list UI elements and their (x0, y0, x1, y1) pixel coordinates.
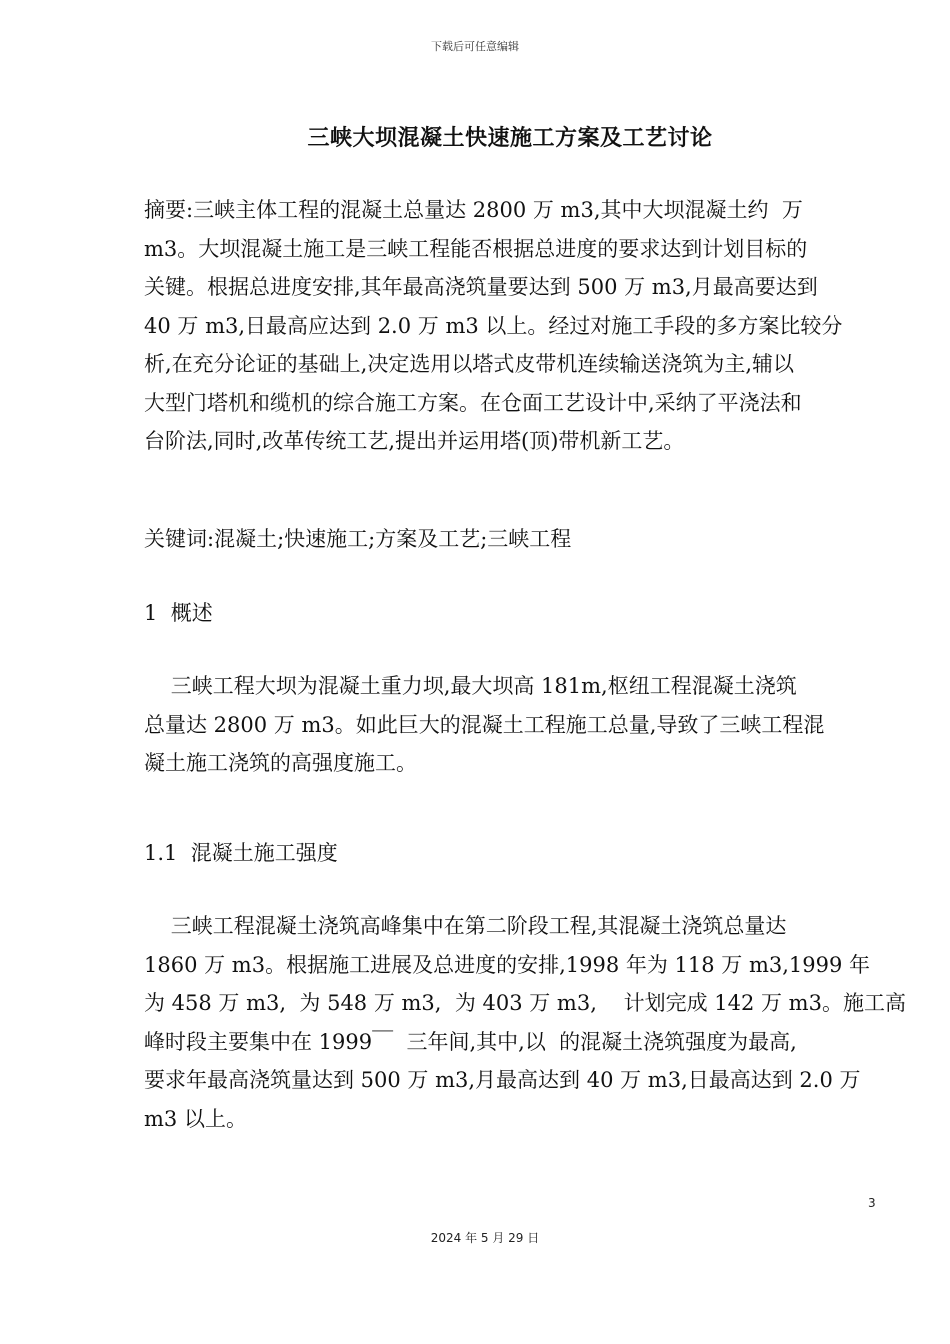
paragraph-line: 1860 万 m3。根据施工进展及总进度的安排,1998 年为 118 万 m3,1999 年 (144, 952, 871, 977)
paragraph-line: 总量达 2800 万 m3。如此巨大的混凝土工程施工总量,导致了三峡工程混 (144, 712, 825, 737)
abstract-line: 40 万 m3,日最高应达到 2.0 万 m3 以上。经过对施工手段的多方案比较分 (144, 313, 843, 338)
paragraph-line: 三峡工程大坝为混凝土重力坝,最大坝高 181m,枢纽工程混凝土浇筑 (144, 674, 797, 698)
paragraph-line: m3 以上。 (144, 1106, 247, 1131)
abstract-line: 摘要:三峡主体工程的混凝土总量达 2800 万 m3,其中大坝混凝土约 万 (144, 198, 803, 222)
abstract-line: 大型门塔机和缆机的综合施工方案。在仓面工艺设计中,采纳了平浇法和 (144, 390, 802, 415)
paragraph-line: 为 458 万 m3, 为 548 万 m3, 为 403 万 m3, 计划完成 142 万 m3。施工高 (144, 991, 906, 1015)
section-1-1-body (144, 907, 906, 1138)
section-heading-1-1 (144, 834, 874, 873)
section-1-body (144, 667, 874, 783)
paragraph-line: 要求年最高浇筑量达到 500 万 m3,月最高达到 40 万 m3,日最高达到 2.0 万 (144, 1068, 861, 1092)
footer-date: 2024 年 5 月 29 日 (430, 1231, 540, 1245)
paragraph-line: 峰时段主要集中在 1999￣ 三年间,其中,以 的混凝土浇筑强度为最高, (144, 1029, 797, 1054)
abstract-line: 析,在充分论证的基础上,决定选用以塔式皮带机连续输送浇筑为主,辅以 (144, 352, 795, 376)
paragraph-line: 凝土施工浇筑的高强度施工。 (144, 751, 417, 775)
keywords-block (144, 520, 874, 559)
keywords-line: 关键词:混凝土;快速施工;方案及工艺;三峡工程 (144, 527, 572, 551)
section-heading-1 (144, 594, 874, 633)
document-title: 三峡大坝混凝土快速施工方案及工艺讨论 (307, 126, 713, 151)
abstract-line: 台阶法,同时,改革传统工艺,提出并运用塔(顶)带机新工艺。 (144, 429, 685, 453)
page-number: 3 (868, 1196, 876, 1210)
abstract-block (144, 191, 874, 461)
paragraph-line: 三峡工程混凝土浇筑高峰集中在第二阶段工程,其混凝土浇筑总量达 (144, 914, 787, 938)
section-heading: 1 概述 (144, 601, 213, 625)
abstract-line: m3。大坝混凝土施工是三峡工程能否根据总进度的要求达到计划目标的 (144, 236, 808, 261)
section-heading: 1.1 混凝土施工强度 (144, 841, 338, 865)
abstract-line: 关键。根据总进度安排,其年最高浇筑量要达到 500 万 m3,月最高要达到 (144, 275, 818, 299)
page-header-note: 下载后可任意编辑 (431, 40, 519, 53)
